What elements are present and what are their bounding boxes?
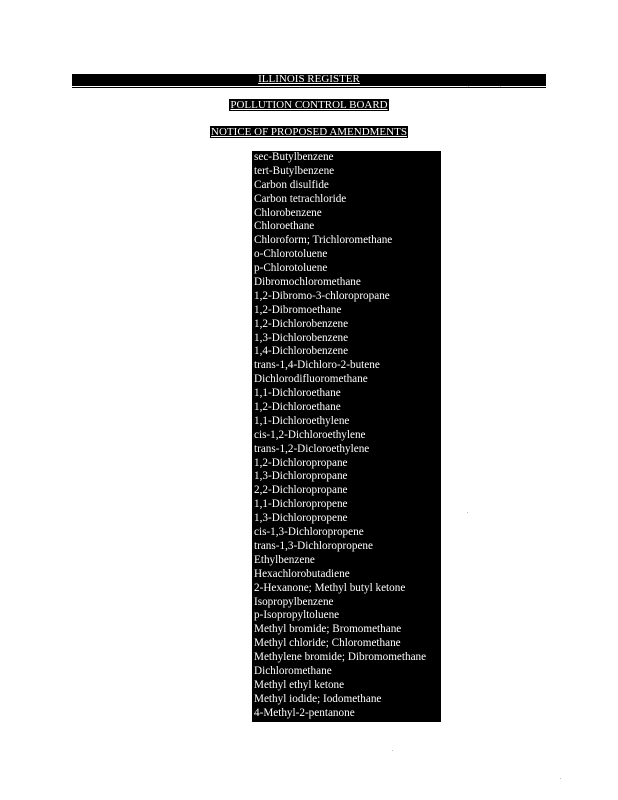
chemical-list-item: Carbon tetrachloride — [254, 192, 347, 205]
board-heading — [0, 99, 618, 111]
chemical-list-item: 1,2-Dichloropropane — [254, 456, 348, 469]
chemical-list-item: trans-1,3-Dichloropropene — [254, 539, 373, 552]
scan-speck — [500, 86, 501, 87]
chemical-list-item: Carbon disulfide — [254, 178, 329, 191]
chemical-list-item: p-Chlorotoluene — [254, 262, 328, 275]
chemical-list-item: trans-1,4-Dichloro-2-butene — [254, 359, 380, 372]
scan-speck — [468, 86, 469, 87]
chemical-list-item: 1,3-Dichloropropane — [254, 470, 348, 483]
chemical-list-item: 1,3-Dichlorobenzene — [254, 331, 349, 344]
chemical-list-item: Methyl chloride; Chloromethane — [254, 637, 401, 650]
notice-heading — [0, 126, 618, 138]
chemical-list-item: p-Isopropyltoluene — [254, 609, 340, 622]
chemical-list-item: 1,3-Dichloropropene — [254, 512, 348, 525]
scan-speck — [560, 778, 561, 779]
chemical-list-item: 1,2-Dichlorobenzene — [254, 317, 349, 330]
chemical-list — [254, 151, 426, 721]
notice-heading-text: NOTICE OF PROPOSED AMENDMENTS — [211, 126, 407, 138]
chemical-list-item: 1,1-Dichloroethylene — [254, 414, 350, 427]
chemical-list-item: Dichloromethane — [254, 664, 332, 677]
chemical-list-item: 1,1-Dichloroethane — [254, 387, 341, 400]
chemical-list-item: Methylene bromide; Dibromomethane — [254, 651, 427, 664]
chemical-list-item: Methyl iodide; Iodomethane — [254, 692, 382, 705]
register-title: ILLINOIS REGISTER — [258, 73, 360, 85]
chemical-list-item: 1,2-Dichloroethane — [254, 401, 341, 414]
scan-speck — [467, 512, 468, 513]
header-rule — [72, 87, 546, 88]
chemical-list-item: Chloroethane — [254, 220, 315, 233]
chemical-list-item: cis-1,3-Dichloropropene — [254, 526, 364, 539]
chemical-list-item: Hexachlorobutadiene — [254, 567, 350, 580]
chemical-list-item: 1,1-Dichloropropene — [254, 498, 348, 511]
chemical-list-item: cis-1,2-Dichloroethylene — [254, 428, 366, 441]
chemical-list-item: 4-Methyl-2-pentanone — [254, 706, 355, 719]
chemical-list-item: o-Chlorotoluene — [254, 248, 328, 261]
scan-speck — [392, 750, 393, 751]
chemical-list-item: Isopropylbenzene — [254, 595, 334, 608]
chemical-list-item: Dibromochloromethane — [254, 276, 361, 289]
chemical-list-item: Chlorobenzene — [254, 206, 322, 219]
chemical-list-item: Dichlorodifluoromethane — [254, 373, 368, 386]
chemical-list-item: Methyl ethyl ketone — [254, 678, 345, 691]
chemical-list-item: Methyl bromide; Bromomethane — [254, 623, 402, 636]
chemical-list-item: sec-Butylbenzene — [254, 151, 334, 163]
chemical-list-item: Chloroform; Trichloromethane — [254, 234, 393, 247]
chemical-list-item: 2-Hexanone; Methyl butyl ketone — [254, 581, 406, 594]
chemical-list-item: Ethylbenzene — [254, 553, 315, 566]
chemical-list-item: 1,2-Dibromoethane — [254, 303, 342, 316]
board-heading-text: POLLUTION CONTROL BOARD — [230, 99, 388, 111]
chemical-list-item: 2,2-Dichloropropane — [254, 484, 348, 497]
chemical-list-item: tert-Butylbenzene — [254, 164, 335, 177]
chemical-list-item: 1,4-Dichlorobenzene — [254, 345, 349, 358]
chemical-list-item: trans-1,2-Dicloroethylene — [254, 442, 370, 455]
chemical-list-item: 1,2-Dibromo-3-chloropropane — [254, 289, 390, 302]
